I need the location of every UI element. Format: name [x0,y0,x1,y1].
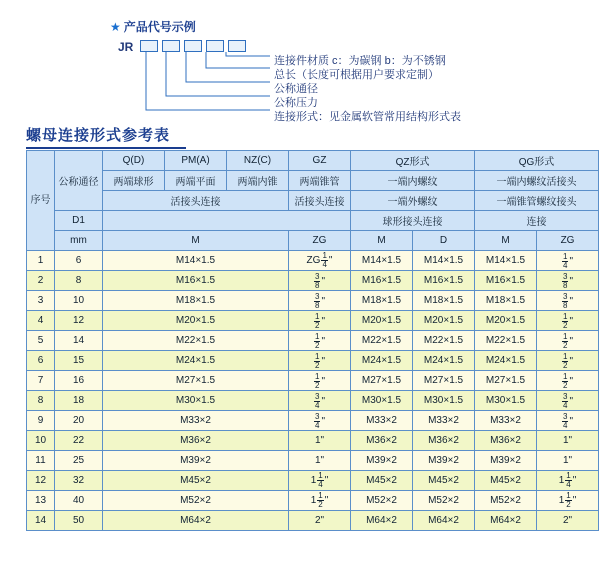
header-type-qz: 一端内螺纹 [351,171,475,191]
table-header-row [27,151,599,171]
cell-qz-m: M18×1.5 [351,291,413,311]
cell-q-m: M22×1.5 [103,331,289,351]
cell-qg-m: M33×2 [475,411,537,431]
cell-q-m: M39×2 [103,451,289,471]
header-conn-gz: 活接头连接 [289,191,351,211]
cell-qg-m: M64×2 [475,511,537,531]
cell-qz-m: M14×1.5 [351,251,413,271]
cell-qz-d: M45×2 [413,471,475,491]
cell-qg-zg: 2" [537,511,599,531]
header-group-qz: QZ形式 [351,151,475,171]
header-type-gz: 两端锥管 [289,171,351,191]
legend-label-material: 连接件材质 c：为碳钢 b：为不锈钢 [274,55,446,67]
cell-dn: 14 [55,331,103,351]
nut-connection-table [26,150,599,531]
cell-dn: 12 [55,311,103,331]
cell-q-m: M52×2 [103,491,289,511]
cell-gz: $\frac{3}{4}$ " [289,411,351,431]
cell-qz-m: M24×1.5 [351,351,413,371]
cell-qz-d: M22×1.5 [413,331,475,351]
cell-qz-d: M18×1.5 [413,291,475,311]
table-row [27,411,599,431]
header-unit-qz-d: D [413,231,475,251]
cell-qg-m: M27×1.5 [475,371,537,391]
table-row [27,491,599,511]
table-row [27,331,599,351]
cell-qg-m: M20×1.5 [475,311,537,331]
header-group-qg: QG形式 [475,151,599,171]
cell-seq: 7 [27,371,55,391]
header-unit-qz-m: M [351,231,413,251]
cell-qg-m: M18×1.5 [475,291,537,311]
cell-gz: $\frac{1}{2}$ " [289,371,351,391]
cell-seq: 8 [27,391,55,411]
cell-dn: 20 [55,411,103,431]
cell-gz: 1" [289,451,351,471]
header-conn-left: 活接头连接 [103,191,289,211]
cell-dn: 10 [55,291,103,311]
cell-seq: 12 [27,471,55,491]
cell-gz: $\frac{1}{2}$ " [289,331,351,351]
cell-qz-m: M33×2 [351,411,413,431]
cell-seq: 13 [27,491,55,511]
cell-qg-m: M45×2 [475,471,537,491]
cell-gz: ZG $\frac{1}{4}$ " [289,251,351,271]
header-group-pm: PM(A) [165,151,227,171]
legend-label-connection-type: 连接形式：见金属软管常用结构形式表 [274,111,461,123]
header-conn-qz: 一端外螺纹 [351,191,475,211]
cell-qz-d: M24×1.5 [413,351,475,371]
cell-dn: 18 [55,391,103,411]
cell-seq: 11 [27,451,55,471]
section-title [26,124,186,149]
header-dn: 公称通径 [55,151,103,211]
legend-title: ★ 产品代号示例 [110,20,196,34]
cell-qz-m: M36×2 [351,431,413,451]
cell-seq: 2 [27,271,55,291]
header-type-nz: 两端内锥 [227,171,289,191]
cell-qg-zg: 1 $\frac{1}{2}$ " [537,491,599,511]
star-icon: ★ [110,20,121,34]
table-row [27,471,599,491]
table-row [27,451,599,471]
cell-q-m: M16×1.5 [103,271,289,291]
table-header-row-5 [27,231,599,251]
table-row [27,351,599,371]
cell-qz-d: M14×1.5 [413,251,475,271]
cell-qz-d: M30×1.5 [413,391,475,411]
cell-seq: 14 [27,511,55,531]
table-row [27,391,599,411]
cell-qz-d: M20×1.5 [413,311,475,331]
cell-qz-m: M27×1.5 [351,371,413,391]
cell-qz-m: M39×2 [351,451,413,471]
cell-q-m: M45×2 [103,471,289,491]
cell-qz-m: M52×2 [351,491,413,511]
cell-qz-m: M20×1.5 [351,311,413,331]
header-unit-m: M [103,231,289,251]
cell-gz: 1 $\frac{1}{2}$ " [289,491,351,511]
cell-seq: 5 [27,331,55,351]
cell-q-m: M30×1.5 [103,391,289,411]
cell-gz: $\frac{1}{2}$ " [289,311,351,331]
table-row [27,251,599,271]
cell-q-m: M64×2 [103,511,289,531]
header-type-qg: 一端内螺纹活接头 [475,171,599,191]
cell-qg-m: M16×1.5 [475,271,537,291]
cell-gz: $\frac{3}{8}$ " [289,271,351,291]
header-qz-conn: 球形接头连接 [351,211,475,231]
cell-gz: $\frac{1}{2}$ " [289,351,351,371]
section-title-text: 螺母连接形式参考表 [26,127,171,144]
legend-label-nominal-diameter: 公称通径 [274,83,318,95]
cell-qg-zg: $\frac{3}{4}$ " [537,391,599,411]
cell-qz-m: M64×2 [351,511,413,531]
cell-dn: 22 [55,431,103,451]
table-row [27,291,599,311]
cell-qg-zg: 1" [537,431,599,451]
header-type-pm: 两端平面 [165,171,227,191]
cell-gz: $\frac{3}{4}$ " [289,391,351,411]
title-underline [26,147,186,149]
table-body [27,251,599,531]
table-header-row-3 [27,191,599,211]
cell-qz-d: M64×2 [413,511,475,531]
legend-label-length: 总长（长度可根据用户要求定制） [274,69,439,81]
cell-qz-d: M52×2 [413,491,475,511]
cell-qg-zg: $\frac{3}{8}$ " [537,291,599,311]
header-group-gz: GZ [289,151,351,171]
cell-qz-d: M16×1.5 [413,271,475,291]
cell-dn: 8 [55,271,103,291]
cell-seq: 10 [27,431,55,451]
cell-seq: 3 [27,291,55,311]
cell-gz: 1 $\frac{1}{4}$ " [289,471,351,491]
table-row [27,271,599,291]
cell-gz: 1" [289,431,351,451]
cell-qg-zg: $\frac{1}{2}$ " [537,331,599,351]
cell-dn: 40 [55,491,103,511]
product-code-legend [0,0,600,123]
table-header-row-4 [27,211,599,231]
cell-qg-zg: $\frac{3}{8}$ " [537,271,599,291]
cell-qz-d: M36×2 [413,431,475,451]
cell-qg-zg: 1 $\frac{1}{4}$ " [537,471,599,491]
cell-gz: 2" [289,511,351,531]
cell-dn: 25 [55,451,103,471]
cell-qz-d: M39×2 [413,451,475,471]
cell-qg-zg: $\frac{1}{2}$ " [537,371,599,391]
header-qg-conn: 连接 [475,211,599,231]
table-header-row-2 [27,171,599,191]
cell-dn: 6 [55,251,103,271]
cell-qz-m: M22×1.5 [351,331,413,351]
cell-qg-zg: $\frac{1}{4}$ " [537,251,599,271]
table-row [27,371,599,391]
cell-qz-m: M16×1.5 [351,271,413,291]
header-unit-zg: ZG [289,231,351,251]
cell-seq: 6 [27,351,55,371]
cell-gz: $\frac{3}{8}$ " [289,291,351,311]
cell-dn: 16 [55,371,103,391]
cell-q-m: M24×1.5 [103,351,289,371]
header-group-nz: NZ(C) [227,151,289,171]
cell-dn: 15 [55,351,103,371]
header-unit-mm: mm [55,231,103,251]
cell-qg-m: M14×1.5 [475,251,537,271]
cell-q-m: M36×2 [103,431,289,451]
cell-qg-zg: 1" [537,451,599,471]
header-blank [103,211,351,231]
cell-seq: 1 [27,251,55,271]
header-unit-qg-zg: ZG [537,231,599,251]
cell-seq: 9 [27,411,55,431]
table-row [27,311,599,331]
legend-label-nominal-pressure: 公称压力 [274,97,318,109]
header-group-q: Q(D) [103,151,165,171]
cell-qg-zg: $\frac{3}{4}$ " [537,411,599,431]
cell-qz-d: M33×2 [413,411,475,431]
header-seq: 序号 [27,151,55,251]
cell-qz-m: M45×2 [351,471,413,491]
header-unit-qg-m: M [475,231,537,251]
table-row [27,511,599,531]
cell-q-m: M33×2 [103,411,289,431]
cell-q-m: M18×1.5 [103,291,289,311]
cell-qg-m: M24×1.5 [475,351,537,371]
code-prefix: JR [118,40,134,54]
cell-qg-m: M39×2 [475,451,537,471]
cell-qg-m: M52×2 [475,491,537,511]
cell-qg-zg: $\frac{1}{2}$ " [537,311,599,331]
cell-qg-m: M22×1.5 [475,331,537,351]
cell-qg-zg: $\frac{1}{2}$ " [537,351,599,371]
cell-qg-m: M30×1.5 [475,391,537,411]
cell-dn: 32 [55,471,103,491]
cell-qz-m: M30×1.5 [351,391,413,411]
table-row [27,431,599,451]
cell-q-m: M14×1.5 [103,251,289,271]
cell-qg-m: M36×2 [475,431,537,451]
cell-qz-d: M27×1.5 [413,371,475,391]
header-type-q: 两端球形 [103,171,165,191]
cell-q-m: M20×1.5 [103,311,289,331]
cell-dn: 50 [55,511,103,531]
header-conn-qg: 一端锥管螺纹接头 [475,191,599,211]
cell-q-m: M27×1.5 [103,371,289,391]
cell-seq: 4 [27,311,55,331]
header-d1: D1 [55,211,103,231]
